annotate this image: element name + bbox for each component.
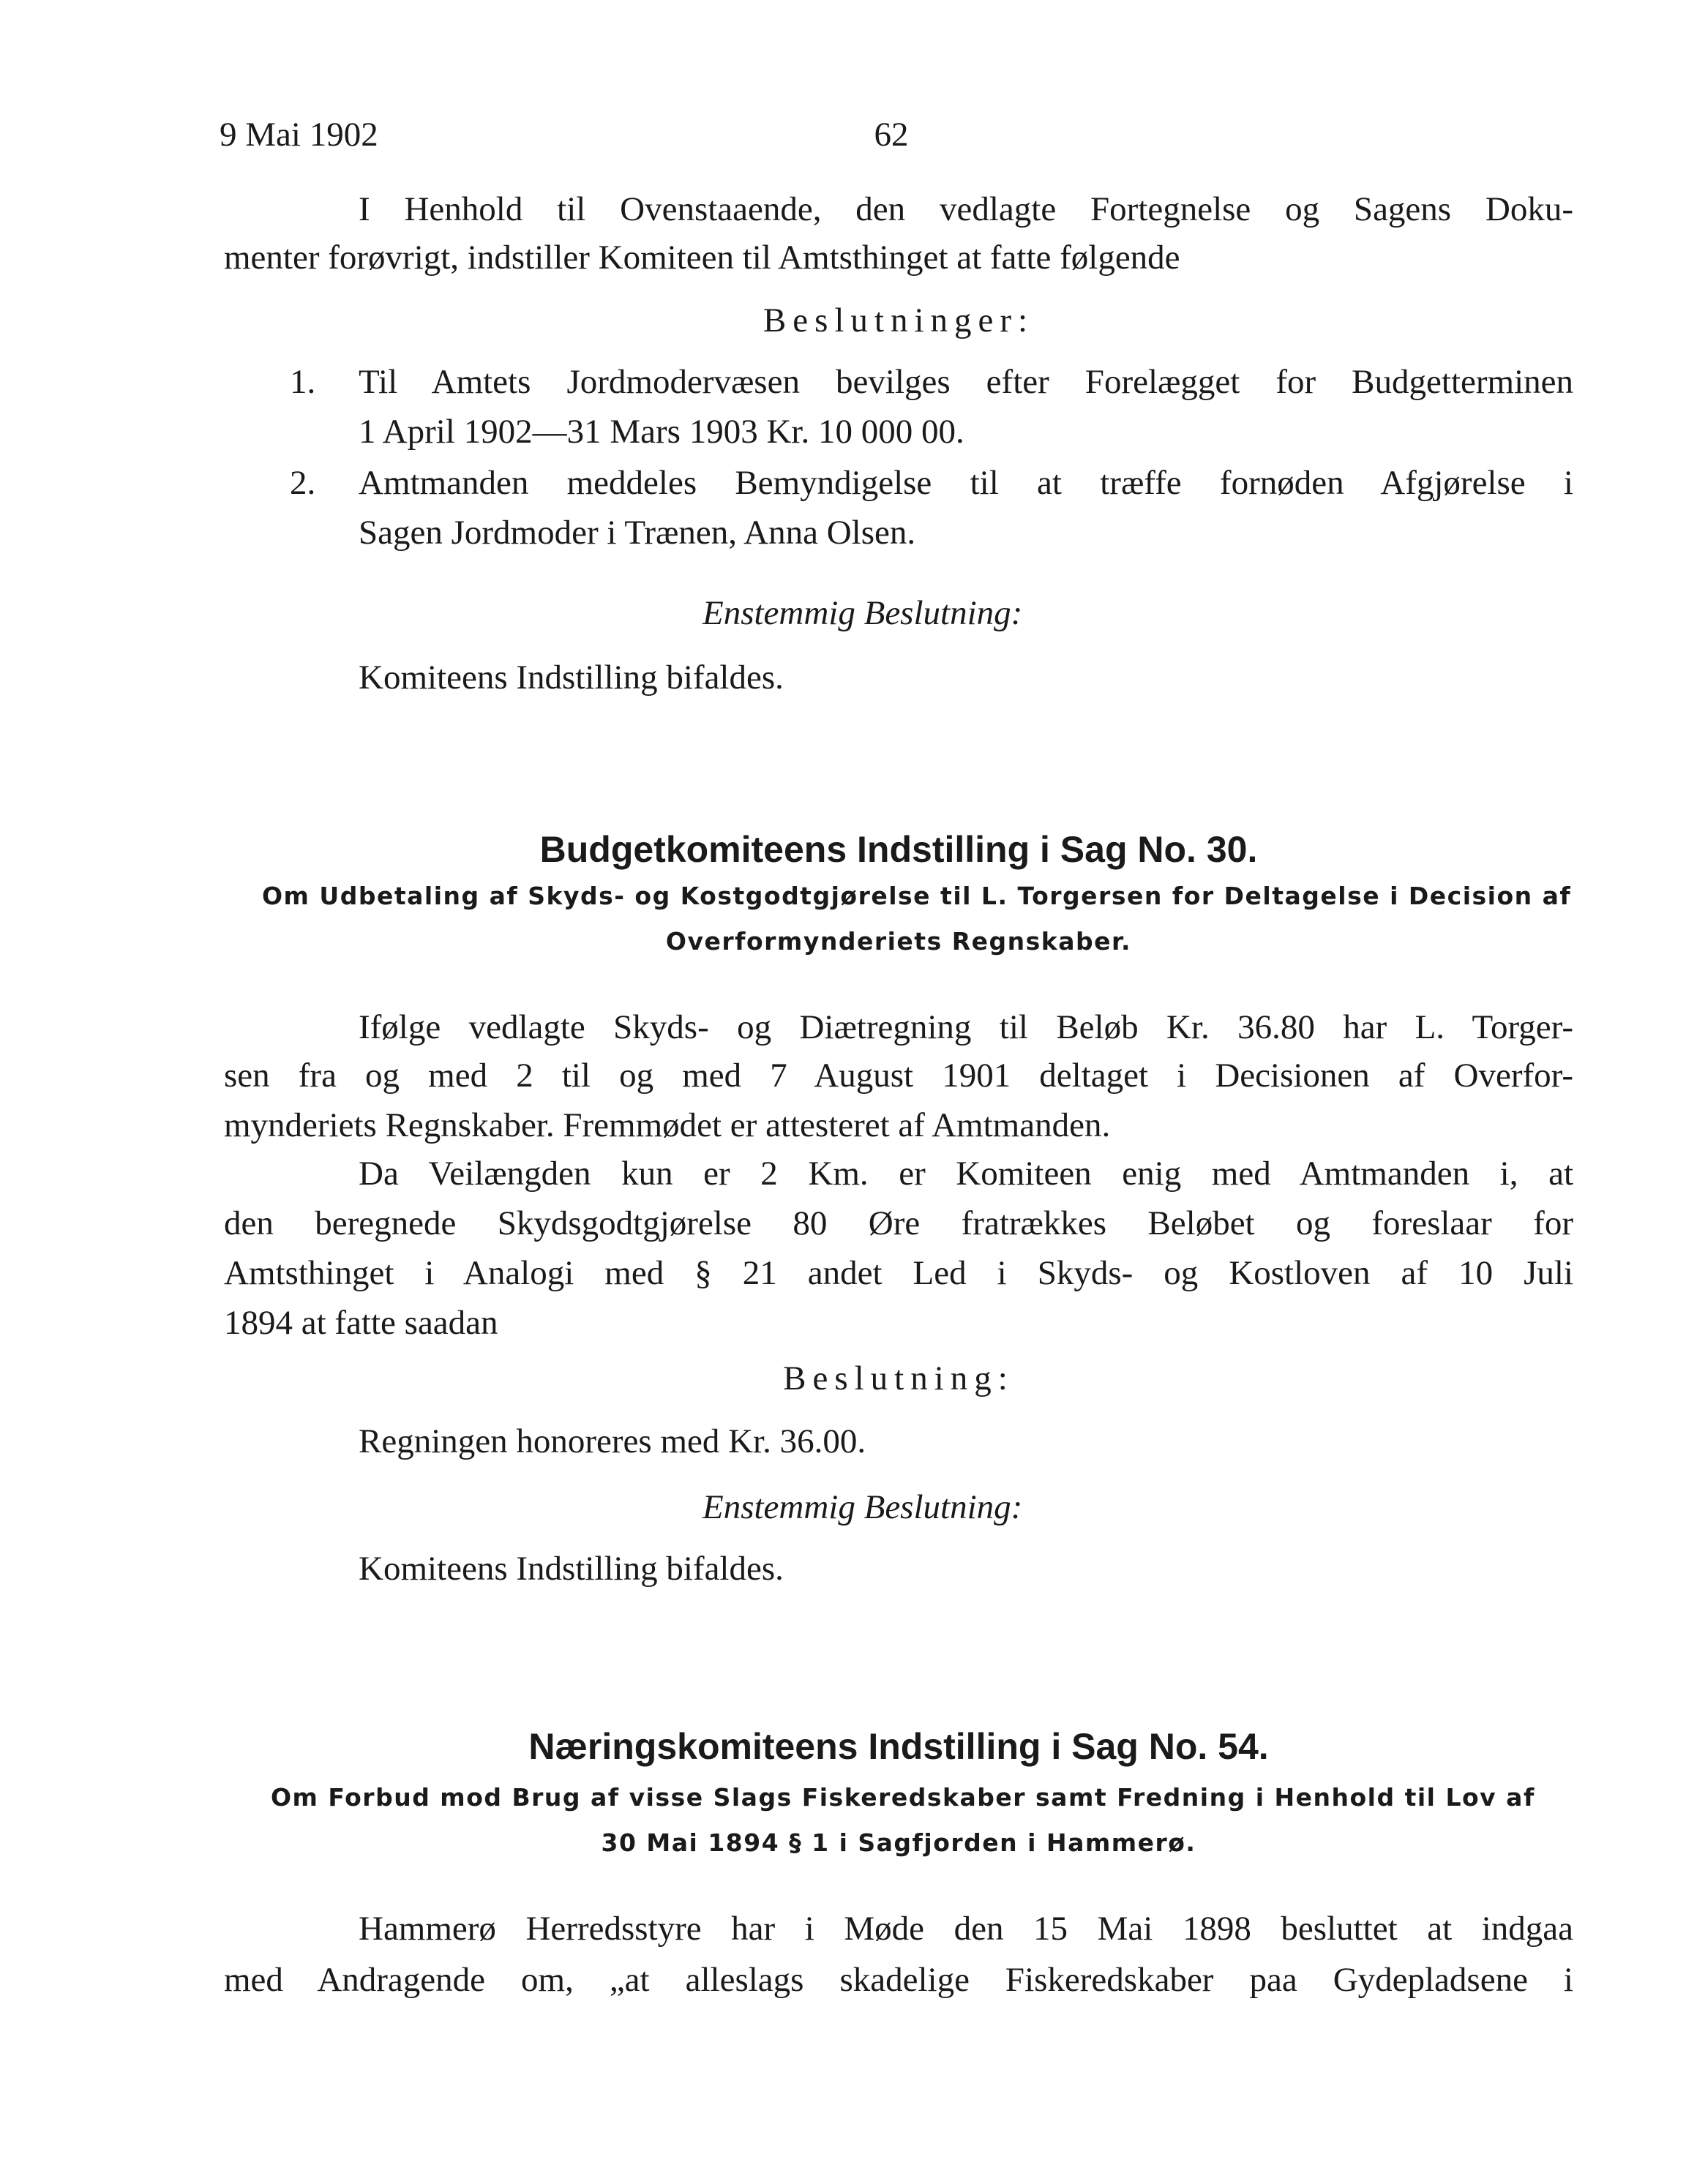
section-30-subtitle-line-1: Om Udbetaling af Skyds- og Kostgodtgjørelse til L. Torgersen for Deltagelse i Decision af <box>262 882 1572 910</box>
section-30-body-line-6: Amtsthinget i Analogi med § 21 andet Led i Skyds- og Kostloven af 10 Juli <box>224 1254 1573 1292</box>
section-54-subtitle-line-2: 30 Mai 1894 § 1 i Sagfjorden i Hammerø. <box>601 1828 1196 1857</box>
item-2-line-1: Amtmanden meddeles Bemyndigelse til at træffe fornøden Afgjørelse i <box>359 464 1573 502</box>
section-30-body-line-3: mynderiets Regnskaber. Fremmødet er attesteret af Amtmanden. <box>224 1106 1111 1144</box>
item-1-line-1: Til Amtets Jordmodervæsen bevilges efter Forelægget for Budgetterminen <box>359 363 1573 401</box>
item-number-1: 1. <box>290 363 316 401</box>
section-30-heading: Beslutning: <box>783 1359 1014 1397</box>
intro-line-1: I Henhold til Ovenstaaende, den vedlagte Fortegnelse og Sagens Doku- <box>359 190 1573 228</box>
section-30-body-line-2: sen fra og med 2 til og med 7 August 1901 deltaget i Decisionen af Overfor- <box>224 1057 1573 1095</box>
section-30-resolution: Regningen honoreres med Kr. 36.00. <box>359 1422 866 1460</box>
section-54-title: Næringskomiteens Indstilling i Sag No. 54. <box>528 1726 1269 1767</box>
section-54-body-line-1: Hammerø Herredsstyre har i Møde den 15 Mai 1898 besluttet at indgaa <box>359 1910 1573 1948</box>
decision-label-1: Enstemmig Beslutning: <box>702 594 1023 632</box>
section-30-body-line-7: 1894 at fatte saadan <box>224 1304 498 1342</box>
section-30-body-line-4: Da Veilængden kun er 2 Km. er Komiteen enig med Amtmanden i, at <box>359 1155 1573 1193</box>
section-30-body-line-5: den beregnede Skydsgodtgjørelse 80 Øre fratrækkes Beløbet og foreslaar for <box>224 1204 1573 1242</box>
decision-text-2: Komiteens Indstilling bifaldes. <box>359 1550 784 1588</box>
resolutions-heading: Beslutninger: <box>763 301 1035 339</box>
section-30-body-line-1: Ifølge vedlagte Skyds- og Diætregning til Beløb Kr. 36.80 har L. Torger- <box>359 1008 1573 1046</box>
section-54-subtitle-line-1: Om Forbud mod Brug af visse Slags Fiskeredskaber samt Fredning i Henhold til Lov af <box>271 1783 1535 1812</box>
page-date: 9 Mai 1902 <box>220 116 378 154</box>
decision-text-1: Komiteens Indstilling bifaldes. <box>359 658 784 697</box>
page-number: 62 <box>874 116 909 154</box>
intro-line-2: menter forøvrigt, indstiller Komiteen til Amtsthinget at fatte følgende <box>224 239 1180 277</box>
decision-label-2: Enstemmig Beslutning: <box>702 1488 1023 1526</box>
section-30-title: Budgetkomiteens Indstilling i Sag No. 30. <box>539 829 1258 870</box>
section-30-subtitle-line-2: Overformynderiets Regnskaber. <box>665 927 1132 956</box>
item-number-2: 2. <box>290 464 316 502</box>
item-1-line-2: 1 April 1902—31 Mars 1903 Kr. 10 000 00. <box>359 413 964 451</box>
section-54-body-line-2: med Andragende om, „at alleslags skadelige Fiskeredskaber paa Gydepladsene i <box>224 1961 1573 1999</box>
item-2-line-2: Sagen Jordmoder i Trænen, Anna Olsen. <box>359 514 916 552</box>
